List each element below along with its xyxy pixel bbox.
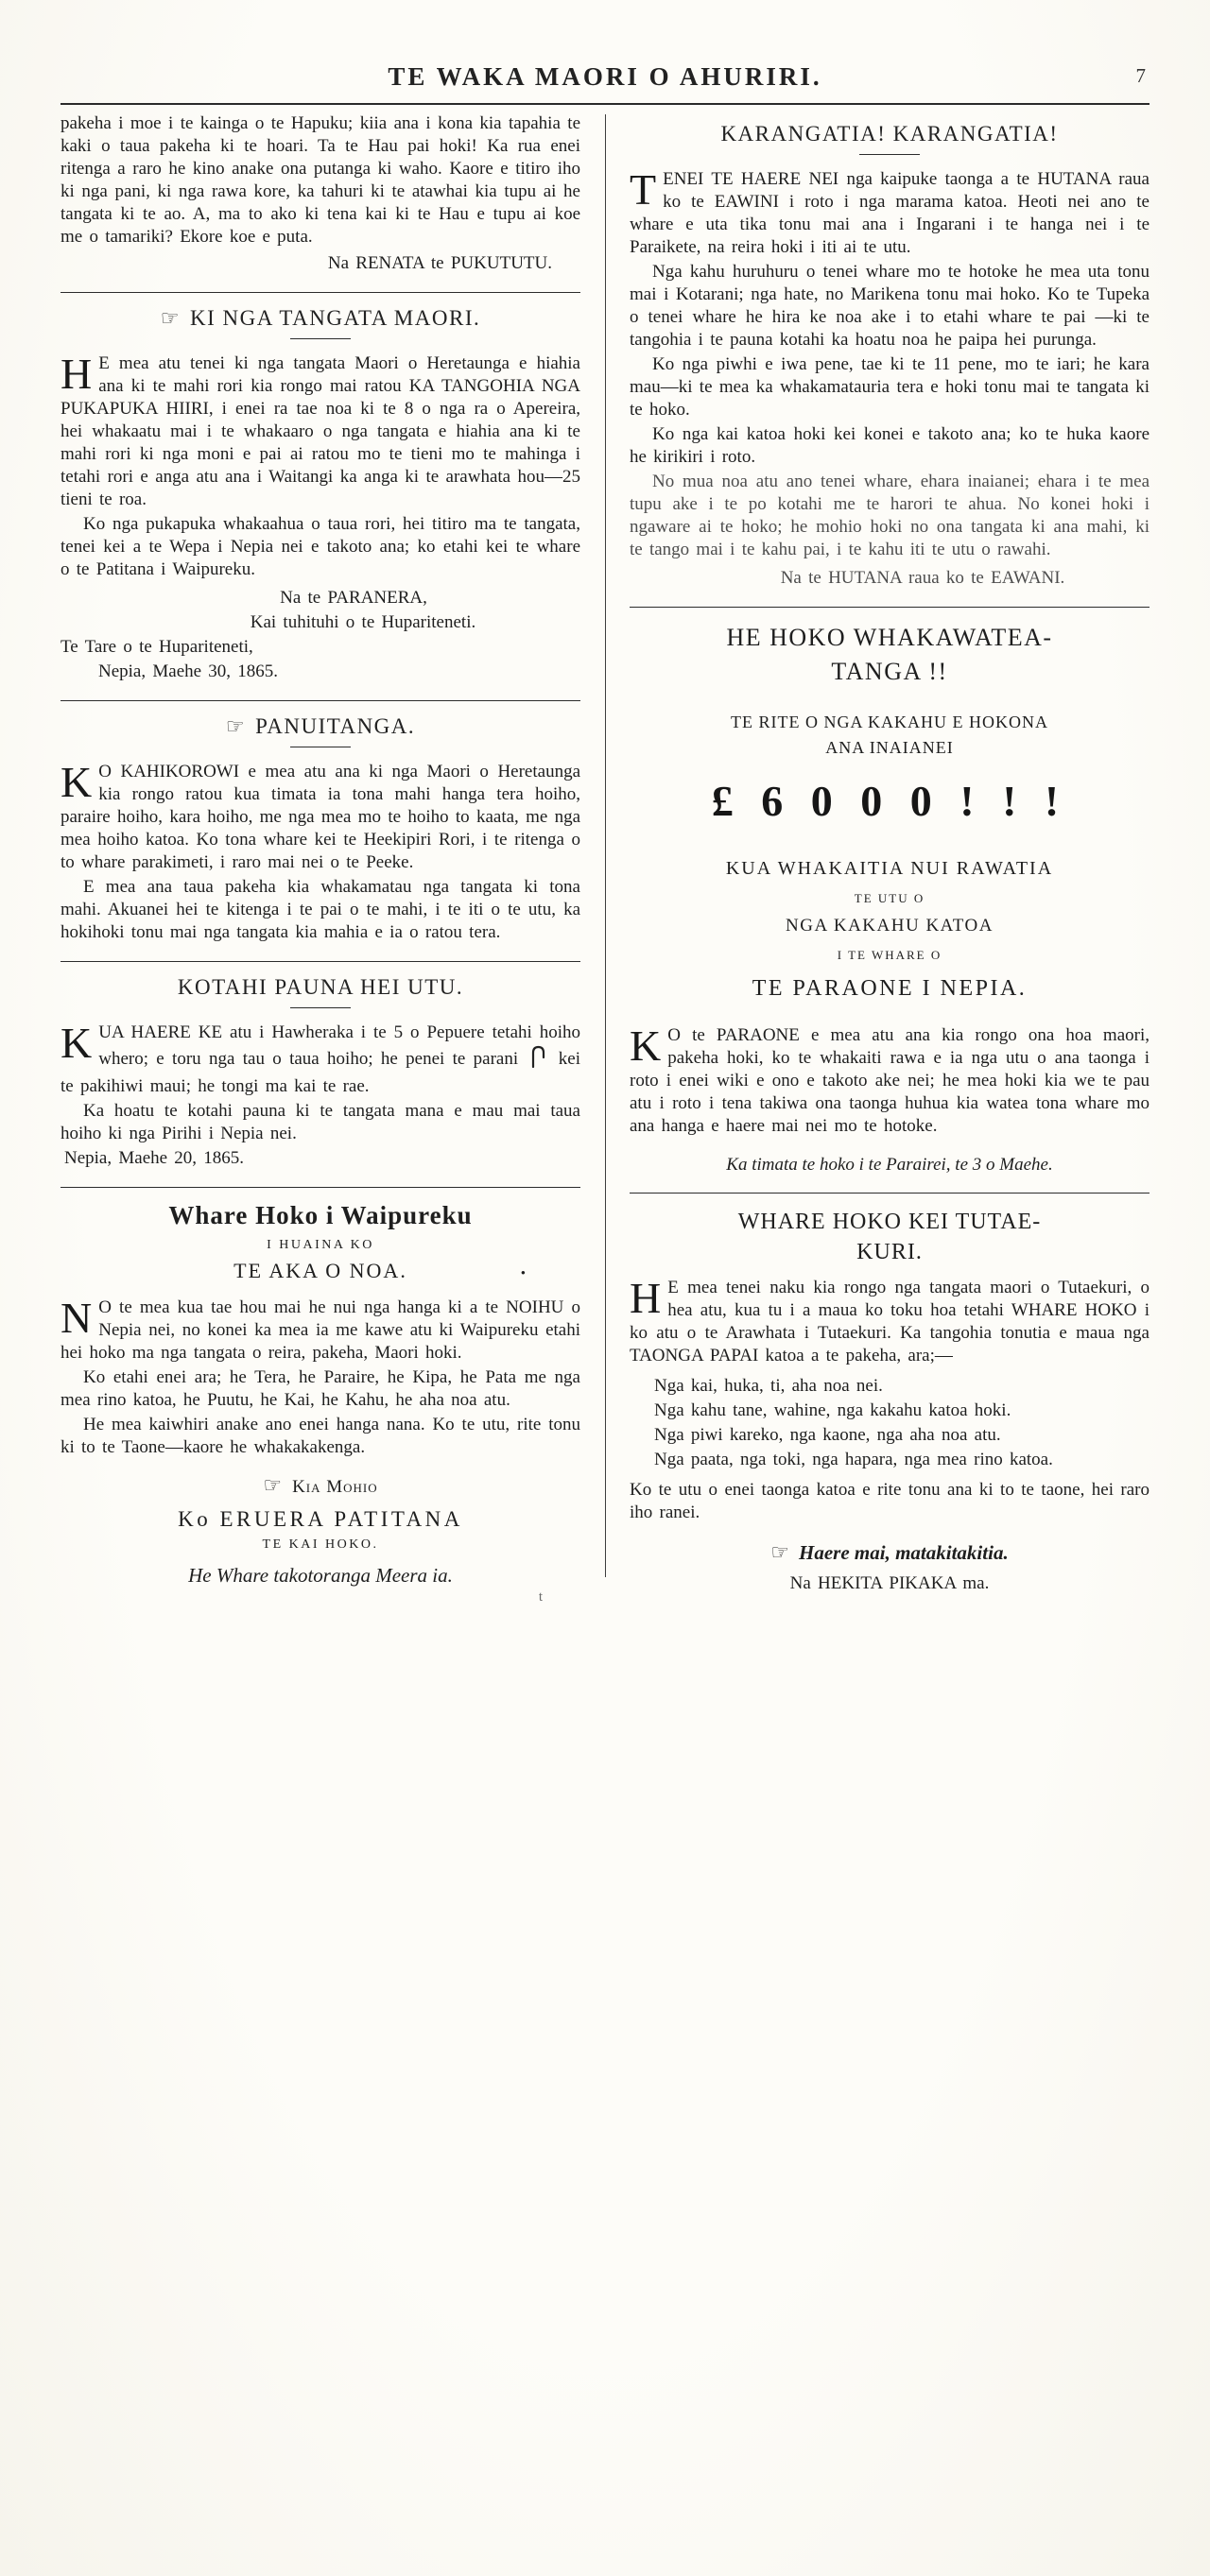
article-divider: [60, 961, 580, 962]
article-heading: [60, 306, 580, 331]
tagline: He Whare takotoranga Meera ia.: [188, 1564, 453, 1587]
print-artifact-catchword: t: [538, 1589, 543, 1605]
paragraph-text: O te mea kua tae hou mai he nui nga hanga ki a te NOIHU o Nepia nei, no konei ka mea ia me kawe atu ki Waipureku etahi hei hoko ma nga tangata o reira, pakeha, Maori hoki.: [60, 1297, 580, 1363]
paragraph-text: ENEI TE HAERE NEI nga kaipuke taonga a te HUTANA raua ko te EAWINI i roto i nga marama katoa. Heoti nei ano te whare e uta tika tonu mai ana i Ingarani i te hanga nei i te Paraikete, na reira hoki i iti ai te utu.: [630, 169, 1150, 257]
drop-cap: N: [60, 1294, 93, 1342]
paragraph: Ko te utu o enei taonga katoa e rite tonu ana ki to te taone, hei raro iho ranei.: [630, 1479, 1150, 1522]
subheading-text: TE AKA O NOA.: [233, 1259, 407, 1282]
paragraph: [630, 1021, 1150, 1138]
drop-cap: T: [630, 165, 657, 214]
paragraph: Ka hoatu te kotahi pauna ki te tangata mana e mau mai taua hoiho ki nga Pirihi i Nepia nei.: [60, 1101, 580, 1143]
article-kotahi-pauna: [60, 975, 580, 1170]
list-item: Nga kahu tane, wahine, nga kakahu katoa hoki.: [654, 1400, 1011, 1420]
paragraph-text: O te PARAONE e mea atu ana kia rongo ona hoa maori, pakeha hoki, ko te whakaiti rawa e ia nga utu o ana taonga i roto i enei wiki e ono e takoto ake nei; he mea hoki kia we te pau atu i roto i tena takiwa ona taonga huhua kia watea tona whare mo ana hanga e haere mai nei mo te hotoke.: [630, 1024, 1150, 1136]
article-whare-hoko-waipureku: [60, 1201, 580, 1606]
article-divider: [60, 700, 580, 701]
sale-line: TE UTU O: [854, 890, 925, 905]
heading-text: KI NGA TANGATA MAORI.: [190, 306, 481, 330]
paragraph-text: E mea tenei naku kia rongo nga tangata maori o Tutaekuri, o hea atu, kua tu i a maua ko toku hoa tetahi WHARE HOKO i ko atu o te Arawhata i Tutaekuri. Ka tangohia tonutia e maua nga TAONGA PAPAI katoa a te pakeha, ara;—: [630, 1277, 1150, 1365]
paragraph: [630, 165, 1150, 259]
paragraph-text: kei te pakihiwi maui; he tongi ma kai te rae.: [60, 1048, 581, 1096]
print-artifact-dot: •: [520, 1266, 527, 1281]
paragraph: No mua noa atu ano tenei whare, ehara inaianei; ehara i te mea tupu ake i te po kotahi me te harori te ahua. No konei hoki i ngaware ai te hoko; he mohio hoki no ona tangata ki ana mahi, ki te tango mai i te kahu pai, i te kahu iti te utu o rawahi.: [630, 472, 1150, 559]
paragraph: [630, 1273, 1150, 1367]
paragraph-text: E mea atu tenei ki nga tangata Maori o Heretaunga e hiahia ana ki te mahi rori kia rongo mai ratou KA TANGOHIA NGA PUKAPUKA HIIRI, i enei ra tae noa ki te 8 o nga ra o Apereira, hei whakaatu mai i te whakaaro o nga tangata e hiahia ana ki te mahi rori ki nga moni e pai ai ratou mo te tieni mo te mahinga i tetahi rori e anga atu ana i Waitangi ka anga ki te arawhata hou—25 tieni te roa.: [60, 353, 580, 509]
paragraph: [60, 758, 580, 874]
column-rule: [605, 114, 606, 1577]
article-tutaekuri-store: [630, 1207, 1150, 1595]
proprietor-role: TE KAI HOKO.: [262, 1537, 379, 1552]
pointing-hand-icon: ☞: [225, 715, 247, 739]
sale-line: I TE WHARE O: [837, 947, 942, 962]
drop-cap: K: [60, 1019, 93, 1067]
column-layout: [60, 112, 1150, 1606]
drop-cap: K: [60, 758, 93, 806]
dateline: Nepia, Maehe 30, 1865.: [98, 661, 279, 681]
paragraph: [60, 352, 580, 511]
list-item: Nga piwi kareko, nga kaone, nga aha noa atu.: [654, 1424, 1001, 1445]
subheading-line-1: TE RITE O NGA KAKAHU E HOKONA: [731, 712, 1048, 731]
office-line: Te Tare o te Hupariteneti,: [60, 637, 253, 657]
signature: Na RENATA te PUKUTUTU.: [327, 253, 552, 273]
store-name: TE PARAONE I NEPIA.: [752, 975, 1028, 1001]
subheading: [60, 1259, 580, 1283]
heading-text: PANUITANGA.: [255, 714, 416, 738]
article-divider: [630, 607, 1150, 608]
sale-line: NGA KAKAHU KATOA: [786, 915, 994, 936]
drop-cap: H: [60, 350, 93, 398]
article-heading: [630, 621, 1150, 689]
paragraph: E mea ana taua pakeha kia whakamatau nga tangata ki tona mahi. Akuanei hei te kitenga i te pai o te mahi, i te iti o te utu, ka hokihoki tonu mai nga tangata kia mahia e ia o ratou tera.: [60, 877, 580, 942]
heading-line-2: TANGA !!: [831, 658, 948, 685]
left-column: [60, 112, 580, 1606]
signature: Na te HUTANA raua ko te EAWANI.: [780, 568, 1065, 588]
heading-line-2: KURI.: [856, 1239, 923, 1264]
page-number: 7: [1135, 64, 1146, 87]
article-divider: [60, 1187, 580, 1188]
paragraph-text: O KAHIKOROWI e mea atu ana ki nga Maori o Heretaunga kia rongo ratou kua timata ia tona mahi hanga tera hoiho, paraire hoiho, kara hoiho, me nga mea mo te hoiho to kaata, me nga mea hoiho katoa. Ko tona whare kei te Heekipiri Rori, i te ritenga o to whare parakimeti, i raro mai nei o te Peeke.: [60, 762, 580, 872]
pointing-hand-icon: ☞: [263, 1474, 284, 1498]
article-karangatia: [630, 122, 1150, 590]
paragraph: Ko etahi enei ara; he Tera, he Paraire, he Kipa, he Pata me nga mea rino katoa, he Puutu, he Kai, he Kahu, he aha noa atu.: [60, 1367, 580, 1410]
paragraph: Nga kahu huruhuru o tenei whare mo te hotoke he mea uta tonu mai i Kotarani; nga hate, no Marikena tonu mai hoko. Ko te Tupeka o tenei whare he hira ke noa ake i to etahi whare te pai —ki te tangohia i te pauna kotahi ka hoatu noa he paipa hei purunga.: [630, 262, 1150, 350]
pointing-hand-icon: ☞: [770, 1540, 790, 1565]
article-clearance-sale: [630, 621, 1150, 1176]
paragraph: [60, 1294, 580, 1365]
paragraph: Ko nga pukapuka whakaahua o taua rori, hei titiro ma te tangata, tenei kei a te Wepa i Nepia nei e takoto ana; ko etahi kei te whare o te Patitana i Waipureku.: [60, 514, 580, 579]
article-heading: KOTAHI PAUNA HEI UTU.: [177, 975, 464, 999]
article-continuation: [60, 112, 580, 275]
article-divider: [60, 292, 580, 293]
dateline: Nepia, Maehe 20, 1865.: [64, 1148, 245, 1168]
horse-brand-icon: [529, 1044, 546, 1075]
paragraph: He mea kaiwhiri anake ano enei hanga nana. Ko te utu, rite tonu ki to te Taone—kaore he whakakakenga.: [60, 1415, 580, 1457]
masthead: [60, 49, 1150, 103]
drop-cap: H: [630, 1273, 662, 1322]
sale-line: KUA WHAKAITIA NUI RAWATIA: [725, 857, 1054, 879]
subheading-line-2: ANA INAIANEI: [825, 737, 954, 757]
masthead-rule: [60, 103, 1150, 105]
masthead-title: TE WAKA MAORI O AHURIRI.: [388, 62, 822, 91]
heading-rule: [290, 1007, 351, 1008]
subheading: [630, 710, 1150, 761]
heading-rule: [859, 154, 920, 155]
paragraph: pakeha i moe i te kainga o te Hapuku; kiia ana i kona kia tapahia te kaki o taua pakeha ki te hoari. Ta te Hau pai hoki! Ka rua enei ritenga a raro he kino anake ona putanga ki waho. Kaore e titiro iho ki nga pani, ki nga rawa kore, ka tahuri ki te atawhai kia tupu ai he tangata ki te ao. A, ma to ako ki tena kai ki te Hau e tupu ai koe me o tamariki? Ekore koe e puta.: [60, 113, 580, 247]
invitation-line: [630, 1541, 1150, 1565]
heading-rule: [290, 338, 351, 339]
article-heading: [630, 1207, 1150, 1267]
invitation-text: Haere mai, matakitakitia.: [799, 1540, 1009, 1564]
signature-role: Kai tuhituhi o te Hupariteneti.: [250, 612, 476, 632]
paragraph: Ko nga piwhi e iwa pene, tae ki te 11 pene, mo te iari; he kara mau—ki te mea ka whakamatauria tera e hoki tonu mai te tangata ki te hoko.: [630, 354, 1150, 420]
article-divider: [630, 1193, 1150, 1194]
heading-line-1: HE HOKO WHAKAWATEA-: [726, 624, 1053, 651]
paragraph: [60, 1019, 581, 1098]
pointing-hand-icon: ☞: [160, 307, 181, 331]
article-ki-nga-tangata-maori: [60, 306, 580, 683]
drop-cap: K: [630, 1021, 662, 1070]
proprietor-name: Ko ERUERA PATITANA: [178, 1507, 463, 1531]
signature: Na HEKITA PIKAKA ma.: [789, 1572, 990, 1593]
price-figure: £ 6 0 0 0 ! ! !: [711, 776, 1068, 825]
list-item: Nga kai, huka, ti, aha noa nei.: [654, 1375, 883, 1396]
notice-text: Kia Mohio: [292, 1477, 378, 1497]
goods-list: [630, 1375, 1150, 1471]
article-heading: KARANGATIA! KARANGATIA!: [720, 122, 1059, 146]
list-item: Nga paata, nga toki, nga hapara, nga mea rino katoa.: [654, 1449, 1053, 1469]
sale-start-note: Ka timata te hoko i te Parairei, te 3 o Maehe.: [726, 1154, 1053, 1175]
signature-name: Na te PARANERA,: [280, 588, 427, 608]
paragraph-text: UA HAERE KE atu i Hawheraka i te 5 o Pepuere tetahi hoiho whero; e toru nga tau o taua hoiho; he penei te parani: [98, 1022, 580, 1069]
right-column: [630, 112, 1150, 1606]
heading-line-1: WHARE HOKO KEI TUTAE-: [737, 1209, 1042, 1234]
paragraph: Ko nga kai katoa hoki kei konei e takoto ana; ko te huka kaore he kirikiri i roto.: [630, 424, 1150, 467]
notice-label: [60, 1474, 580, 1498]
article-heading: [60, 714, 580, 739]
article-heading: Whare Hoko i Waipureku: [168, 1201, 473, 1229]
article-panuitanga: [60, 714, 580, 944]
subheading: I HUAINA KO: [267, 1238, 374, 1252]
